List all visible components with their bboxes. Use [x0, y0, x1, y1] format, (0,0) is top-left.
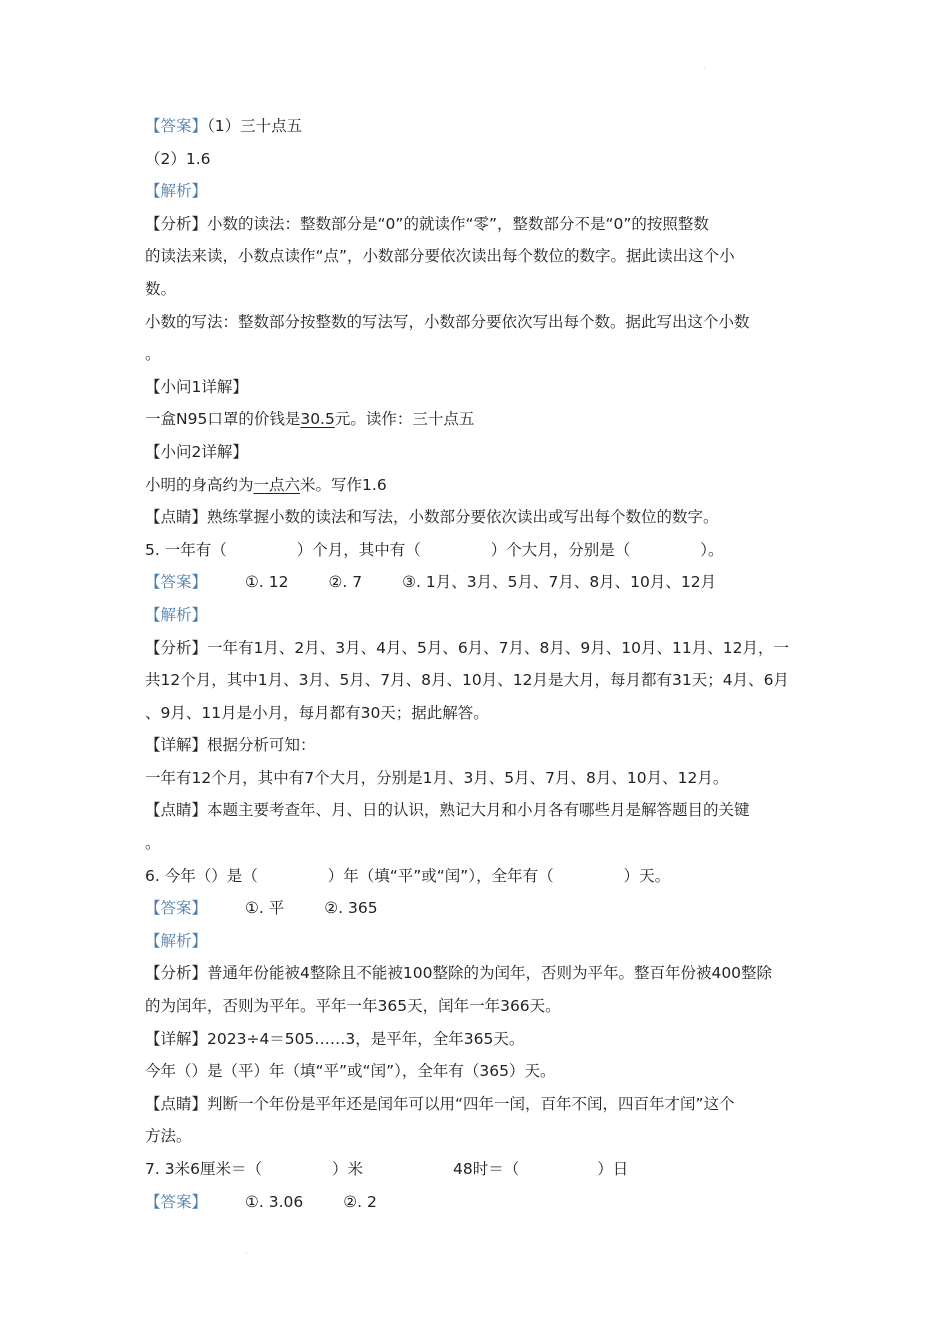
- answer-item: ②. 365: [324, 899, 378, 917]
- q7-stem: [145, 1158, 840, 1180]
- answer-item: ②. 7: [328, 573, 363, 591]
- underlined-value: 30.5: [300, 410, 335, 428]
- fenxi-tag: 【分析】: [145, 639, 208, 657]
- q5-xiangjie: [145, 734, 840, 756]
- question-text: ）。: [700, 541, 724, 559]
- dianjing-text: 方法。: [145, 1127, 192, 1145]
- q4-fenxi-line-3: [145, 278, 840, 300]
- q4-fenxi-line-1: [145, 213, 840, 235]
- q5-dianjing-line-1: [145, 799, 840, 821]
- fenxi-text: 的为闰年，否则为平年。平年一年365天，闰年一年366天。: [145, 997, 561, 1015]
- body-text: 米。写作1.6: [300, 476, 387, 494]
- dianjing-text: 。: [145, 834, 161, 852]
- q7-answer-line: [145, 1191, 840, 1213]
- q6-xiangjie: [145, 1028, 840, 1050]
- q5-fenxi-line-3: [145, 702, 840, 724]
- question-text: ）日: [597, 1160, 629, 1178]
- question-text: ）年（填“平”或“闰”），全年有（: [327, 867, 554, 885]
- body-text: 一年有12个月，其中有7个大月，分别是1月、3月、5月、7月、8月、10月、12月。: [145, 769, 729, 787]
- analysis-tag: 【解析】: [145, 606, 208, 624]
- scan-speck: ·: [245, 1249, 248, 1258]
- answer-item: ②. 2: [343, 1193, 377, 1211]
- q6-analysis-heading: [145, 930, 840, 952]
- q6-answer-line: [145, 897, 840, 919]
- q4-answer-line: [145, 115, 840, 137]
- dianjing-text: 判断一个年份是平年还是闰年可以用“四年一闰，百年不闰，四百年才闰”这个: [207, 1095, 735, 1113]
- dianjing-tag: 【点睛】: [145, 1095, 208, 1113]
- answer-tag: 【答案】: [145, 1193, 208, 1211]
- q6-result-line: [145, 1060, 840, 1082]
- body-text: 今年（）是（平）年（填“平”或“闰”），全年有（365）天。: [145, 1062, 556, 1080]
- body-text: 。: [145, 345, 161, 363]
- q5-dianjing-line-2: [145, 832, 840, 854]
- xiangjie-tag: 【详解】: [145, 1030, 208, 1048]
- q4-write-line-1: [145, 311, 840, 333]
- q4-sub2-heading: [145, 441, 840, 463]
- fenxi-text: 小数的读法：整数部分是“0”的就读作“零”，整数部分不是“0”的按照整数: [207, 215, 709, 233]
- q6-fenxi-line-1: [145, 962, 840, 984]
- question-text: ）个大月，分别是（: [490, 541, 631, 559]
- fenxi-tag: 【分析】: [145, 964, 208, 982]
- q6-fenxi-line-2: [145, 995, 840, 1017]
- analysis-tag: 【解析】: [145, 932, 208, 950]
- body-text: 小数的写法：整数部分按整数的写法写，小数部分要依次写出每个数。据此写出这个小数: [145, 313, 750, 331]
- fenxi-text: 一年有1月、2月、3月、4月、5月、6月、7月、8月、9月、10月、11月、12月，一: [207, 639, 789, 657]
- analysis-tag: 【解析】: [145, 182, 208, 200]
- q4-fenxi-line-2: [145, 245, 840, 267]
- q4-sub1-heading: [145, 376, 840, 398]
- fenxi-tag: 【分析】: [145, 215, 208, 233]
- sub1-tag: 【小问1详解】: [145, 378, 248, 396]
- q5-analysis-heading: [145, 604, 840, 626]
- answer-text: （1）三十点五: [207, 117, 303, 135]
- answer-item: ①. 3.06: [245, 1193, 304, 1211]
- q4-sub2-text: [145, 474, 840, 496]
- underlined-value: 一点六: [253, 476, 301, 494]
- body-text: 小明的身高约为: [145, 476, 254, 494]
- dianjing-tag: 【点睛】: [145, 801, 208, 819]
- dianjing-tag: 【点睛】: [145, 508, 208, 526]
- q4-sub1-text: [145, 408, 840, 430]
- fenxi-text: 数。: [145, 280, 177, 298]
- question-text: ）天。: [623, 867, 671, 885]
- answer-item: ③. 1月、3月、5月、7月、8月、10月、12月: [402, 573, 717, 591]
- body-text: 元。读作：三十点五: [334, 410, 475, 428]
- q5-fenxi-line-1: [145, 637, 840, 659]
- xiangjie-text: 2023÷4＝505……3，是平年，全年365天。: [207, 1030, 525, 1048]
- body-text: 一盒N95口罩的价钱是: [145, 410, 301, 428]
- fenxi-text: 普通年份能被4整除且不能被100整除的为闰年，否则为平年。整百年份被400整除: [207, 964, 773, 982]
- answer-tag: 【答案】: [145, 573, 208, 591]
- answer-tag: 【答案】: [145, 899, 208, 917]
- question-text: 7. 3米6厘米＝（: [145, 1160, 262, 1178]
- q6-dianjing-line-1: [145, 1093, 840, 1115]
- question-text: ）个月，其中有（: [296, 541, 421, 559]
- xiangjie-tag: 【详解】: [145, 736, 208, 754]
- xiangjie-text: 根据分析可知：: [207, 736, 316, 754]
- question-text: 6. 今年（）是（: [145, 867, 258, 885]
- dianjing-text: 熟练掌握小数的读法和写法，小数部分要依次读出或写出每个数位的数字。: [207, 508, 719, 526]
- fenxi-text: 共12个月，其中1月、3月、5月、7月、8月、10月、12月是大月，每月都有31天；4月、6月: [145, 671, 789, 689]
- q4-analysis-heading: [145, 180, 840, 202]
- question-text: 48时＝（: [452, 1160, 520, 1178]
- q5-stem: [145, 539, 840, 561]
- dianjing-text: 本题主要考查年、月、日的认识，熟记大月和小月各有哪些月是解答题目的关键: [207, 801, 750, 819]
- fenxi-text: 的读法来读，小数点读作“点”，小数部分要依次读出每个数位的数字。据此读出这个小: [145, 247, 735, 265]
- question-text: ）米: [331, 1160, 363, 1178]
- q6-stem: [145, 865, 840, 887]
- scan-speck: ·: [703, 64, 706, 73]
- q4-answer-line-2: [145, 148, 840, 170]
- q5-result-line: [145, 767, 840, 789]
- answer-tag: 【答案】: [145, 117, 208, 135]
- question-text: 5. 一年有（: [145, 541, 227, 559]
- fenxi-text: 、9月、11月是小月，每月都有30天；据此解答。: [145, 704, 489, 722]
- answer-item: ①. 12: [245, 573, 289, 591]
- q5-fenxi-line-2: [145, 669, 840, 691]
- sub2-tag: 【小问2详解】: [145, 443, 248, 461]
- q4-dianjing: [145, 506, 840, 528]
- q4-write-line-2: [145, 343, 840, 365]
- q5-answer-line: [145, 571, 840, 593]
- q6-dianjing-line-2: [145, 1125, 840, 1147]
- answer-item: ①. 平: [245, 899, 285, 917]
- answer-text: （2）1.6: [145, 150, 211, 168]
